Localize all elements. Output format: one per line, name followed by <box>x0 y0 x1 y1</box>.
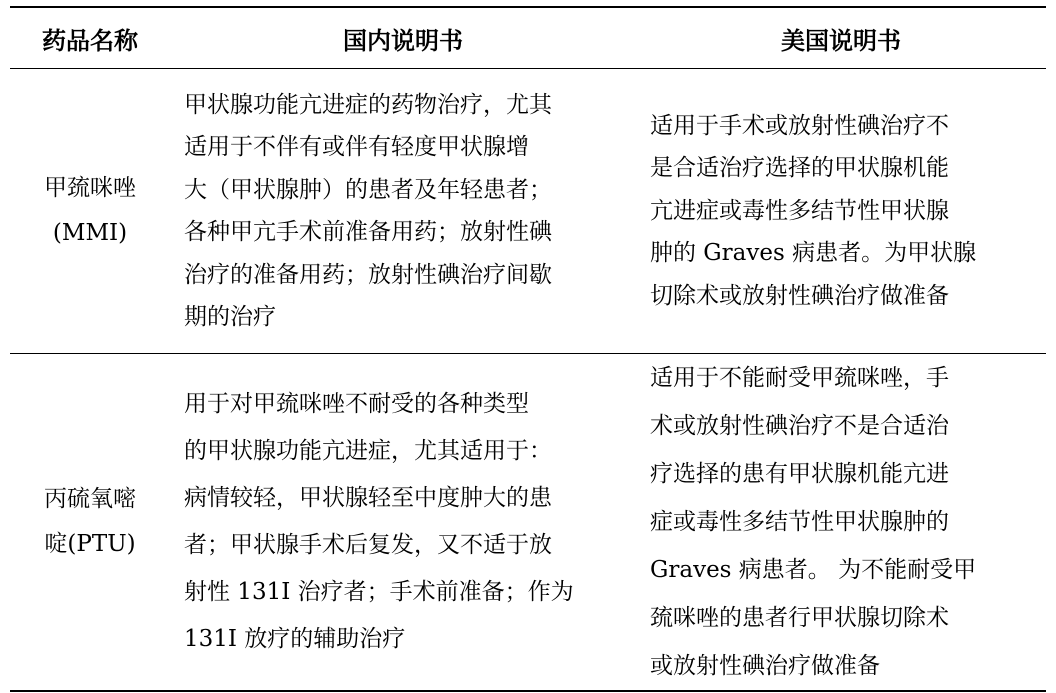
drug-name: 甲巯咪唑 (MMI) <box>44 175 136 246</box>
us-label-cell <box>636 69 1046 354</box>
drug-name-cell <box>10 69 170 354</box>
us-label-text: 适用于不能耐受甲巯咪唑，手 术或放射性碘治疗不是合适治 疗选择的患有甲状腺机能亢进 症或毒性多结节性甲状腺肿的 Graves 病患者。 为不能耐受甲 巯咪唑的患者行甲状腺切除术 或放射性碘治疗做准备 <box>650 365 977 679</box>
domestic-label-cell <box>170 354 636 692</box>
us-label-cell <box>636 354 1046 692</box>
header-drug-name: 药品名称 <box>10 7 170 69</box>
drug-name-cell <box>10 354 170 692</box>
header-us-label: 美国说明书 <box>636 7 1046 69</box>
drug-name: 丙硫氧嘧 啶(PTU) <box>44 486 136 557</box>
drug-comparison-table <box>10 6 1046 692</box>
domestic-label-cell <box>170 69 636 354</box>
header-row <box>10 7 1046 69</box>
domestic-label-text: 用于对甲巯咪唑不耐受的各种类型 的甲状腺功能亢进症，尤其适用于： 病情较轻，甲状腺轻至中度肿大的患 者；甲状腺手术后复发，又不适于放 射性 131I 治疗者；手术前准备；作为 131I 放疗的辅助治疗 <box>184 391 574 652</box>
domestic-label-text: 甲状腺功能亢进症的药物治疗，尤其 适用于不伴有或伴有轻度甲状腺增 大（甲状腺肿）的患者及年轻患者； 各种甲亢手术前准备用药；放射性碘 治疗的准备用药；放射性碘治疗间歇 期的治疗 <box>184 91 552 330</box>
us-label-text: 适用于手术或放射性碘治疗不 是合适治疗选择的甲状腺机能 亢进症或毒性多结节性甲状腺 肿的 Graves 病患者。为甲状腺 切除术或放射性碘治疗做准备 <box>650 112 977 309</box>
table-row <box>10 354 1046 692</box>
table-row <box>10 69 1046 354</box>
header-domestic-label: 国内说明书 <box>170 7 636 69</box>
